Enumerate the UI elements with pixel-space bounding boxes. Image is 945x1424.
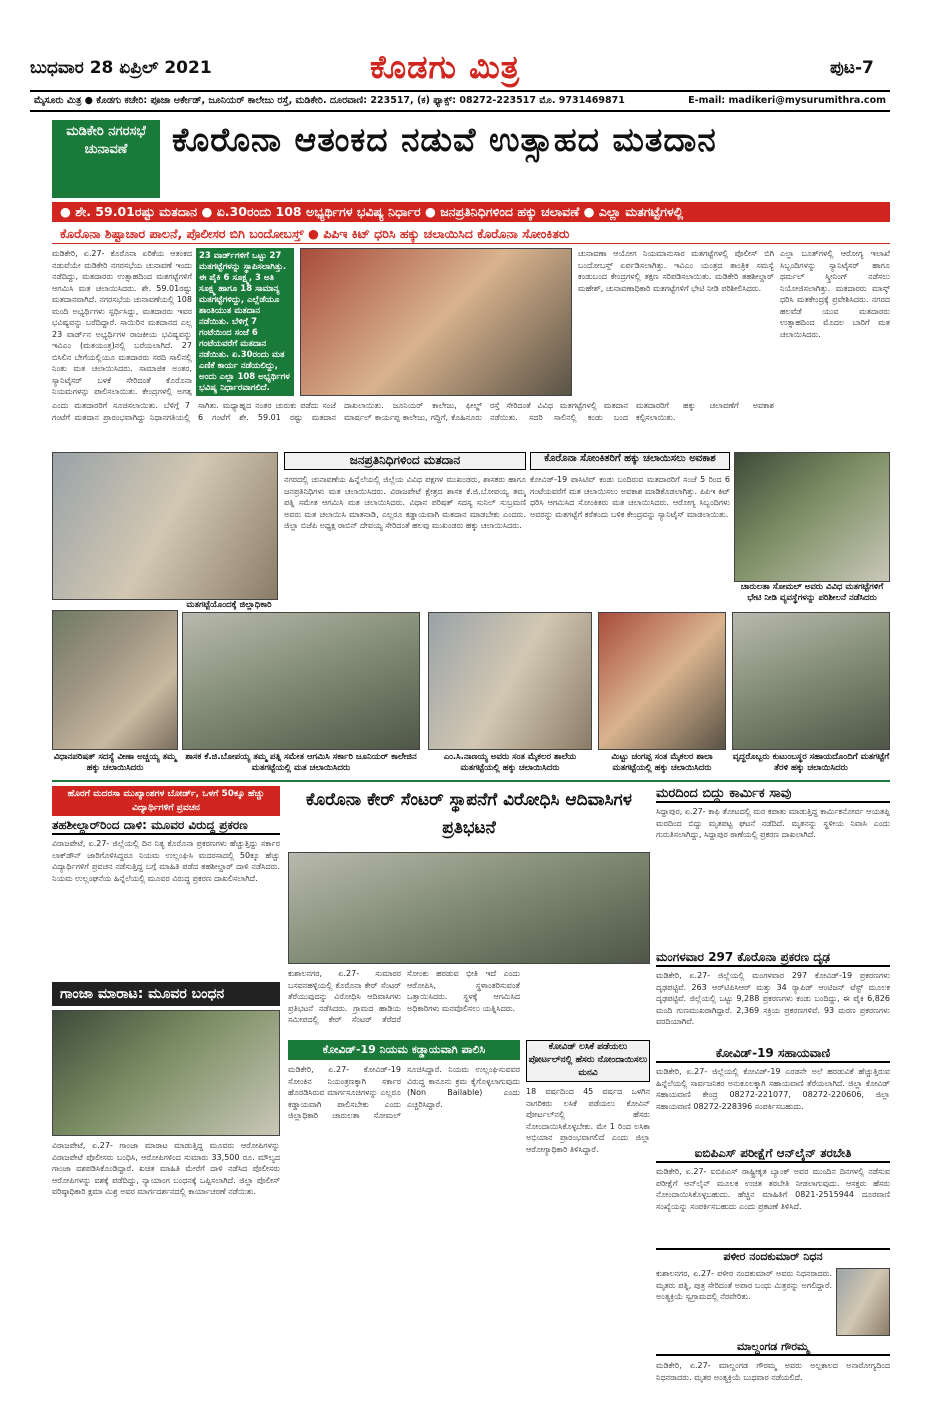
tribute-text: ಮಡಿಕೇರಿ, ಏ.27- ಮಾಲ್ದಂಗಡ ಗೌರಮ್ಮ ಅವರು ಅಲ್ಪಕಾಲದ ಅನಾರೋಗ್ಯದಿಂದ ನಿಧನರಾದರು. ಮೃತರ ಅಂತ್ಯಕ್ರಿಯೆ ಬುಧವಾರ ನಡೆಯಲಿದೆ. xyxy=(656,1361,890,1382)
tribal-headline: ಕೊರೊನಾ ಕೇರ್ ಸೆಂಟರ್ ಸ್ಥಾಪನೆಗೆ ವಿರೋಧಿಸಿ ಆದಿವಾಸಿಗಳ ಪ್ರತಿಭಟನೆ xyxy=(306,790,632,838)
tahsildar-kicker: ಹೊರಗೆ ಮದರಸಾ ಮುಖ್ಯಾಂಶಗಳ ಬೋರ್ಡ್, ಒಳಗೆ 50ಕ್ಕೂ ಹೆಚ್ಚು ವಿದ್ಯಾರ್ಥಿಗಳಿಗೆ ಪ್ರವಚನ xyxy=(52,786,280,816)
photo-bopaiah xyxy=(182,612,420,750)
ibps-text: ಮಡಿಕೇರಿ, ಏ.27- ಐಬಿಪಿಎಸ್ ರಾಷ್ಟ್ರೀಕೃತ ಬ್ಯಾಂಕ್ ಅವರ ಮುಂದಿನ ದಿನಗಳಲ್ಲಿ ನಡೆಸುವ ಪರೀಕ್ಷೆಗೆ ಆನ್‌ಲೈನ್ ಮೂಲಕ ಉಚಿತ ತರಬೇತಿ ನೀಡಲಾಗುವುದು. ಆಸಕ್ತರು ಹೆಸರು ನೋಂದಾಯಿಸಿಕೊಳ್ಳಬಹುದು. ಹೆಚ್ಚಿನ ಮಾಹಿತಿಗೆ 0821-2515944 ದೂರವಾಣಿ ಸಂಖ್ಯೆಯನ್ನು ಸಂಪರ್ಕಿಸಬಹುದು ಎಂದು ಪ್ರಕಟಣೆ ತಿಳಿಸಿದೆ. xyxy=(656,1167,890,1211)
section-label: ಮಡಿಕೇರಿ ನಗರಸಭೆ ಚುನಾವಣೆ xyxy=(52,120,160,198)
page-number: ಪುಟ-7 xyxy=(830,58,874,78)
caption-officials: ಮತಗಟ್ಟೆಯೊಂದಕ್ಕೆ ಜಿಲ್ಲಾಧಿಕಾರಿ xyxy=(180,600,278,644)
vaccine-text: 18 ವರ್ಷದಿಂದ 45 ವರ್ಷದ ಒಳಗಿನ ನಾಗರಿಕರು ಲಸಿಕೆ ಪಡೆಯಲು ಕೋವಿನ್ ಪೋರ್ಟಲ್‌ನಲ್ಲಿ ಹೆಸರು ನೋಂದಾಯಿಸಿಕೊಳ್ಳಬೇಕು. ಮೇ 1 ರಿಂದ ಲಸಿಕಾ ಅಭಿಯಾನ ಪ್ರಾರಂಭವಾಗಲಿದೆ ಎಂದು ಜಿಲ್ಲಾ ಆರೋಗ್ಯಾಧಿಕಾರಿ ತಿಳಿಸಿದ್ದಾರೆ. xyxy=(526,1087,650,1154)
photo-mittu-changappa xyxy=(598,612,726,750)
caption-1: ವಿಧಾನಪರಿಷತ್ ಸದಸ್ಯೆ ವೀಣಾ ಅಚ್ಚಯ್ಯ ತಮ್ಮ ಹಕ್ಕು ಚಲಾಯಿಸಿದರು xyxy=(52,752,178,776)
lead-headline: ಕೊರೊನಾ ಆತಂಕದ ನಡುವೆ ಉತ್ಸಾಹದ ಮತದಾನ xyxy=(172,120,717,159)
covid-voting-title: ಕೊರೊನಾ ಸೋಂಕಿತರಿಗೆ ಹಕ್ಕು ಚಲಾಯಿಸಲು ಅವಕಾಶ xyxy=(530,452,730,470)
obit-headline: ಪಳೀರ ನಂದಕುಮಾರ್ ನಿಧನ xyxy=(656,1248,890,1266)
helpline-headline: ಕೋವಿಡ್-19 ಸಹಾಯವಾಣಿ xyxy=(656,1046,890,1063)
section-divider xyxy=(52,780,890,782)
lead-column-3: ಚುನಾವಣಾ ಆಯೋಗ ನಿಯಮಾನುಸಾರ ಮತಗಟ್ಟೆಗಳಲ್ಲಿ ಪೊಲೀಸ್ ಬಿಗಿ ಬಂದೋಬಸ್ತ್ ಏರ್ಪಡಿಸಲಾಗಿತ್ತು. ಇವಿಎಂ ಯಂತ್ರದ ತಾಂತ್ರಿಕ ಸಮಸ್ಯೆ ಕಂಡುಬಂದ ಕೇಂದ್ರಗಳಲ್ಲಿ ತಕ್ಷಣ ಸರಿಪಡಿಸಲಾಯಿತು. ಮಡಿಕೇರಿ ತಹಶೀಲ್ದಾರ್ ಮಹೇಶ್, ಚುನಾವಣಾಧಿಕಾರಿ ಮತಗಟ್ಟೆಗಳಿಗೆ ಭೇಟಿ ನೀಡಿ ಪರಿಶೀಲಿಸಿದರು. xyxy=(578,249,774,293)
caption-3: ಎಂ.ಸಿ.ನಾಣಯ್ಯ ಅವರು ಸಂತ ಮೈಕಲರ ಶಾಲೆಯ ಮತಗಟ್ಟೆಯಲ್ಲಿ ಹಕ್ಕು ಚಲಾಯಿಸಿದರು xyxy=(428,752,592,776)
photo-nanaiah xyxy=(428,612,592,750)
caption-ppe: ಚಾರುಲತಾ ಸೋಮಲ್ ಅವರು ವಿವಿಧ ಮತಗಟ್ಟೆಗಳಿಗೆ ಭೇಟಿ ನೀಡಿ ವ್ಯವಸ್ಥೆಗಳನ್ನು ಪರಿಶೀಲನೆ ನಡೆಸಿದರು xyxy=(734,582,890,606)
vaccine-headline: ಕೋವಿಡ್ ಲಸಿಕೆ ಪಡೆಯಲು ಪೋರ್ಟಲ್‌ನಲ್ಲಿ ಹೆಸರು ನೋಂದಾಯಿಸಲು ಮನವಿ xyxy=(526,1040,650,1082)
tahsildar-headline: ತಹಶೀಲ್ದಾರ್‌ರಿಂದ ದಾಳಿ: ಮೂವರ ವಿರುದ್ಧ ಪ್ರಕರಣ xyxy=(52,818,280,835)
ganja-headline: ಗಾಂಜಾ ಮಾರಾಟ: ಮೂವರ ಬಂಧನ xyxy=(52,982,280,1006)
photo-tribal-protest xyxy=(288,852,650,964)
cases-text: ಮಡಿಕೇರಿ, ಏ.27- ಜಿಲ್ಲೆಯಲ್ಲಿ ಮಂಗಳವಾರ 297 ಕೋವಿಡ್-19 ಪ್ರಕರಣಗಳು ದೃಢಪಟ್ಟಿವೆ. 263 ಆರ್‌ಟಿಪಿಸಿಆರ್ ಮತ್ತು 34 ರ‍್ಯಾಪಿಡ್ ಆಂಟಿಜನ್ ಟೆಸ್ಟ್ ಮೂಲಕ ದೃಢಪಟ್ಟಿವೆ. ಜಿಲ್ಲೆಯಲ್ಲಿ ಒಟ್ಟು 9,288 ಪ್ರಕರಣಗಳು ಕಂಡು ಬಂದಿದ್ದು, ಈ ಪೈಕಿ 6,826 ಮಂದಿ ಗುಣಮುಖರಾಗಿದ್ದಾರೆ. 2,369 ಸಕ್ರಿಯ ಪ್ರಕರಣಗಳಿವೆ. 93 ಮರಣ ಪ್ರಕರಣಗಳು ವರದಿಯಾಗಿವೆ. xyxy=(656,971,890,1026)
lead-inset-box: 23 ವಾರ್ಡ್‌ಗಳಿಗೆ ಒಟ್ಟು 27 ಮತಗಟ್ಟೆಗಳನ್ನು ಸ್ಥಾಪಿಸಲಾಗಿತ್ತು. ಈ ಪೈಕಿ 6 ಸೂಕ್ಷ್ಮ, 3 ಅತಿ ಸೂಕ್ಷ್ಮ ಹಾಗೂ 18 ಸಾಮಾನ್ಯ ಮತಗಟ್ಟೆಗಳಿದ್ದು, ಎಲ್ಲೆಡೆಯೂ ಶಾಂತಿಯುತ ಮತದಾನ ನಡೆಯಿತು. ಬೆಳಿಗ್ಗೆ 7 ಗಂಟೆಯಿಂದ ಸಂಜೆ 6 ಗಂಟೆಯವರೆಗೆ ಮತದಾನ ನಡೆಯಿತು. ಏ.30ರಂದು ಮತ ಎಣಿಕೆ ಕಾರ್ಯ ನಡೆಯಲಿದ್ದು, ಅಂದು ಎಲ್ಲಾ 108 ಅಭ್ಯರ್ಥಿಗಳ ಭವಿಷ್ಯ ನಿರ್ಧಾರವಾಗಲಿದೆ. xyxy=(196,248,294,396)
reps-voting-title: ಜನಪ್ರತಿನಿಧಿಗಳಿಂದ ಮತದಾನ xyxy=(284,452,526,470)
rules-headline: ಕೋವಿಡ್-19 ನಿಯಮ ಕಡ್ಡಾಯವಾಗಿ ಪಾಲಿಸಿ xyxy=(288,1040,520,1060)
lead-subhead-2: ಕೊರೊನಾ ಶಿಷ್ಟಾಚಾರ ಪಾಲನೆ, ಪೊಲೀಸರ ಬಿಗಿ ಬಂದೋಬಸ್ತ್ ● ಪಿಪಿಇ ಕಿಟ್ ಧರಿಸಿ ಹಕ್ಕು ಚಲಾಯಿಸಿದ ಕೊರೊನಾ ಸೋಂಕಿತರು xyxy=(52,224,890,244)
worker-headline: ಮರದಿಂದ ಬಿದ್ದು ಕಾರ್ಮಿಕ ಸಾವು xyxy=(656,786,890,803)
ibps-headline: ಐಬಿಪಿಎಸ್ ಪರೀಕ್ಷೆಗೆ ಆನ್‌ಲೈನ್ ತರಬೇತಿ xyxy=(656,1146,890,1163)
email-address: E-mail: madikeri@mysurumithra.com xyxy=(688,95,886,106)
photo-elderly-voter xyxy=(732,612,890,750)
issue-date: ಬುಧವಾರ 28 ಏಪ್ರಿಲ್ 2021 xyxy=(30,58,212,78)
obit-text: ಕುಶಾಲನಗರ, ಏ.27- ಪಳೀರ ನಂದಕುಮಾರ್ ಅವರು ನಿಧನರಾದರು. ಮೃತರು ಪತ್ನಿ, ಪುತ್ರ ಸೇರಿದಂತೆ ಅಪಾರ ಬಂಧು ಮಿತ್ರರನ್ನು ಅಗಲಿದ್ದಾರೆ. ಅಂತ್ಯಕ್ರಿಯೆ ಸ್ವಗ್ರಾಮದಲ್ಲಿ ನೆರವೇರಿತು. xyxy=(656,1269,832,1301)
photo-ppe-voters xyxy=(734,452,890,582)
newspaper-logo: ಕೊಡಗು ಮಿತ್ರ xyxy=(370,48,521,86)
lead-subhead-1: ● ಶೇ. 59.01ರಷ್ಟು ಮತದಾನ ● ಏ.30ರಂದು 108 ಅಭ್ಯರ್ಥಿಗಳ ಭವಿಷ್ಯ ನಿರ್ಧಾರ ● ಜನಪ್ರತಿನಿಧಿಗಳಿಂದ ಹಕ್ಕು ಚಲಾವಣೆ ● ಎಲ್ಲಾ ಮತಗಟ್ಟೆಗಳಲ್ಲಿ xyxy=(52,202,890,222)
obit-portrait xyxy=(836,1268,890,1336)
photo-polling-booth xyxy=(52,452,278,600)
rules-text: ಮಡಿಕೇರಿ, ಏ.27- ಕೋವಿಡ್-19 ಸೋಂಕಿನ ನಿಯಂತ್ರಣಕ್ಕಾಗಿ ಸರ್ಕಾರ ಹೊರಡಿಸಿರುವ ಮಾರ್ಗಸೂಚಿಗಳನ್ನು ಎಲ್ಲರೂ ಕಡ್ಡಾಯವಾಗಿ ಪಾಲಿಸಬೇಕು ಎಂದು ಜಿಲ್ಲಾಧಿಕಾರಿ ಚಾರುಲತಾ ಸೋಮಲ್ ಸೂಚಿಸಿದ್ದಾರೆ. ನಿಯಮ ಉಲ್ಲಂಘಿಸುವವರ ವಿರುದ್ಧ ಕಾನೂನು ಕ್ರಮ ಕೈಗೊಳ್ಳಲಾಗುವುದು (Non Bailable) ಎಂದು ಎಚ್ಚರಿಸಿದ್ದಾರೆ. xyxy=(288,1065,520,1120)
photo-ganja-arrest xyxy=(52,1010,280,1136)
caption-4: ಮಿಟ್ಟು ಚಂಗಪ್ಪ ಸಂತ ಮೈಕಲರ ಶಾಲಾ ಮತಗಟ್ಟೆಯಲ್ಲಿ ಹಕ್ಕು ಚಲಾಯಿಸಿದರು xyxy=(598,752,726,776)
helpline-text: ಮಡಿಕೇರಿ, ಏ.27- ಜಿಲ್ಲೆಯಲ್ಲಿ ಕೋವಿಡ್-19 ಎರಡನೇ ಅಲೆ ಹರಡುವಿಕೆ ಹೆಚ್ಚುತ್ತಿರುವ ಹಿನ್ನೆಲೆಯಲ್ಲಿ ಸಾರ್ವಜನಿಕರ ಅನುಕೂಲಕ್ಕಾಗಿ ಸಹಾಯವಾಣಿ ತೆರೆಯಲಾಗಿದೆ. ಜಿಲ್ಲಾ ಕೋವಿಡ್ ಸಹಾಯವಾಣಿ ಕೇಂದ್ರ 08272-221077, 08272-220606, ಜಿಲ್ಲಾ ಸಹಾಯವಾಣಿ 08272-228396 ಸಂಪರ್ಕಿಸಬಹುದು. xyxy=(656,1067,890,1111)
reps-voting-text: ನಗರದಲ್ಲಿ ಚುನಾವಣೆಯ ಹಿನ್ನೆಲೆಯಲ್ಲಿ ಜಿಲ್ಲೆಯ ವಿವಿಧ ಪಕ್ಷಗಳ ಮುಖಂಡರು, ಶಾಸಕರು ಹಾಗೂ ಜನಪ್ರತಿನಿಧಿಗಳು ಮತ ಚಲಾಯಿಸಿದರು. ವಿರಾಜಪೇಟೆ ಕ್ಷೇತ್ರದ ಶಾಸಕ ಕೆ.ಜಿ.ಬೋಪಯ್ಯ ತಮ್ಮ ಪತ್ನಿ ಸಮೇತ ಆಗಮಿಸಿ ಮತ ಚಲಾಯಿಸಿದರು. ವಿಧಾನ ಪರಿಷತ್ ಸದಸ್ಯ ಸುನಿಲ್ ಸುಬ್ರಮಣಿ ಅವರು ಮತ ಚಲಾಯಿಸಿ ಮಾತನಾಡಿ, ಎಲ್ಲರೂ ಕಡ್ಡಾಯವಾಗಿ ಮತದಾನ ಮಾಡಬೇಕು ಎಂದರು. ಜಿಲ್ಲಾ ಬಿಜೆಪಿ ಅಧ್ಯಕ್ಷ ರಾಬಿನ್ ದೇವಯ್ಯ ಸೇರಿದಂತೆ ಹಲವು ಮುಖಂಡರು ಹಕ್ಕು ಚಲಾಯಿಸಿದರು. xyxy=(284,475,526,530)
lead-photo-queue xyxy=(300,248,572,396)
lead-column-1: ಮಡಿಕೇರಿ, ಏ.27- ಕೊರೊನಾ ಏರಿಕೆಯ ಆತಂಕದ ನಡುವೆಯೇ ಮಡಿಕೇರಿ ನಗರಸಭೆಯ ಚುನಾವಣೆ ಇಂದು ನಡೆದಿದ್ದು, ಮತದಾರರು ಉತ್ಸಾಹದಿಂದ ಮತಗಟ್ಟೆಗಳಿಗೆ ಆಗಮಿಸಿ ಮತ ಚಲಾಯಿಸಿದರು. ಶೇ. 59.01ರಷ್ಟು ಮತದಾನವಾಗಿದೆ. ನಗರಸಭೆಯ ಚುನಾವಣೆಯಲ್ಲಿ 108 ಮಂದಿ ಅಭ್ಯರ್ಥಿಗಳು ಸ್ಪರ್ಧಿಸಿದ್ದು, ಮತದಾರರು ಇವರ ಭವಿಷ್ಯವನ್ನು ಬರೆದಿದ್ದಾರೆ. ಸಾಯಿರಿನ ಮತದಾನದ ಎಲ್ಲ 23 ವಾರ್ಡ್‌ನ ಅಭ್ಯರ್ಥಿಗಳ ರಾಜಕೀಯ ಭವಿಷ್ಯವನ್ನು ಇವಿಎಂ (ಮತಯಂತ್ರ)ನಲ್ಲಿ ಬರೆಯಲಾಗಿದೆ. 27 ಬಿಸಿಲಿನ ಬೇಗೆಯಲ್ಲಿಯೂ ಮತದಾರರು ಸರದಿ ಸಾಲಿನಲ್ಲಿ ನಿಂತು ಮತ ಚಲಾಯಿಸಿದರು. ಸಾಮಾಜಿಕ ಅಂತರ, ಸ್ಯಾನಿಟೈಸರ್ ಬಳಕೆ ಸೇರಿದಂತೆ ಕೊರೊನಾ ನಿಯಮಗಳನ್ನು ಪಾಲಿಸಲಾಯಿತು. ಕೇಂದ್ರಗಳಲ್ಲಿ ಅಗತ್ಯ xyxy=(52,249,192,396)
tribal-text: ಕುಶಾಲನಗರ, ಏ.27- ಸುಮಾರರ ಬಸವನಹಳ್ಳಿಯಲ್ಲಿ ಕೊರೊನಾ ಕೇರ್ ಸೆಂಟರ್ ತೆರೆಯುವುದನ್ನು ವಿರೋಧಿಸಿ ಆದಿವಾಸಿಗಳು ಪ್ರತಿಭಟನೆ ನಡೆಸಿದರು. ಗ್ರಾಮದ ಹಾಡಿಯ ಸಮೀಪದಲ್ಲಿ ಕೇರ್ ಸೆಂಟರ್ ತೆರೆದರೆ ಸೋಂಕು ಹರಡುವ ಭೀತಿ ಇದೆ ಎಂದು ಆರೋಪಿಸಿ, ಸ್ಥಳಾಂತರಿಸುವಂತೆ ಒತ್ತಾಯಿಸಿದರು. ಸ್ಥಳಕ್ಕೆ ಆಗಮಿಸಿದ ಅಧಿಕಾರಿಗಳು ಮನವೊಲಿಸಲು ಯತ್ನಿಸಿದರು. xyxy=(288,969,520,1024)
caption-2: ಶಾಸಕ ಕೆ.ಜಿ.ಬೋಪಯ್ಯ ತಮ್ಮ ಪತ್ನಿ ಸಮೇತ ಆಗಮಿಸಿ ಸರ್ಕಾರಿ ಜೂನಿಯರ್ ಕಾಲೇಜಿನ ಮತಗಟ್ಟೆಯಲ್ಲಿ ಮತ ಚಲಾಯಿಸಿದರು xyxy=(182,752,420,776)
covid-voting-text: ಕೋವಿಡ್-19 ಪಾಸಿಟಿವ್ ಕಂಡು ಬಂದಿರುವ ಮತದಾರರಿಗೆ ಸಂಜೆ 5 ರಿಂದ 6 ಗಂಟೆಯವರೆಗೆ ಮತ ಚಲಾಯಿಸಲು ಅವಕಾಶ ಮಾಡಿಕೊಡಲಾಗಿತ್ತು. ಪಿಪಿಇ ಕಿಟ್ ಧರಿಸಿ ಆಗಮಿಸಿದ ಸೋಂಕಿತರು ಮತ ಚಲಾಯಿಸಿದರು. ಆರೋಗ್ಯ ಸಿಬ್ಬಂದಿಗಳು ಅವರನ್ನು ಮತಗಟ್ಟೆಗೆ ಕರೆತಂದು ಬಳಿಕ ಕೇಂದ್ರವನ್ನು ಸ್ಯಾನಿಟೈಸ್ ಮಾಡಲಾಯಿತು. xyxy=(530,475,730,519)
worker-text: ಸಿದ್ದಾಪುರ, ಏ.27- ಕಾಫಿ ತೋಟದಲ್ಲಿ ಮರ ಕಪಾತು ಮಾಡುತ್ತಿದ್ದ ಕಾರ್ಮಿಕನೋರ್ವ ಆಯತಪ್ಪಿ ಮರದಿಂದ ಬಿದ್ದು ಮೃತಪಟ್ಟ ಘಟನೆ ನಡೆದಿದೆ. ಮೃತನನ್ನು ಸ್ಥಳೀಯ ನಿವಾಸಿ ಎಂದು ಗುರುತಿಸಲಾಗಿದ್ದು, ಸಿದ್ದಾಪುರ ಠಾಣೆಯಲ್ಲಿ ಪ್ರಕರಣ ದಾಖಲಾಗಿದೆ. xyxy=(656,807,890,839)
contact-bar xyxy=(30,90,890,112)
cases-headline: ಮಂಗಳವಾರ 297 ಕೊರೊನಾ ಪ್ರಕರಣ ದೃಢ xyxy=(656,950,890,967)
tribute-headline: ಮಾಲ್ದಂಗಡ ಗೌರಮ್ಮ xyxy=(656,1340,890,1356)
photo-veena-achaiah xyxy=(52,610,178,750)
caption-5: ವೃದ್ಧರೊಬ್ಬರು ಕುಟುಂಬಸ್ಥರ ಸಹಾಯದೊಂದಿಗೆ ಮತಗಟ್ಟೆಗೆ ತೆರಳಿ ಹಕ್ಕು ಚಲಾಯಿಸಿದರು xyxy=(732,752,890,776)
lead-column-4: ಎಲ್ಲಾ ಬೂತ್‌ಗಳಲ್ಲಿ ಆರೋಗ್ಯ ಇಲಾಖೆ ಸಿಬ್ಬಂದಿಗಳನ್ನು ಸ್ಯಾನಿಟೈಸರ್ ಹಾಗೂ ಥರ್ಮಲ್ ಸ್ಕ್ರೀನಿಂಗ್ ನಡೆಸಲು ನಿಯೋಜಿಸಲಾಗಿತ್ತು. ಮತದಾರರು ಮಾಸ್ಕ್ ಧರಿಸಿ ಮತಕೇಂದ್ರಕ್ಕೆ ಪ್ರವೇಶಿಸಿದರು. ನಗರದ ಹಲವೆಡೆ ಯುವ ಮತದಾರರು ಉತ್ಸಾಹದಿಂದ ಮೊದಲ ಬಾರಿಗೆ ಮತ ಚಲಾಯಿಸಿದರು. xyxy=(780,249,890,339)
tahsildar-text: ವಿರಾಜಪೇಟೆ, ಏ.27- ಜಿಲ್ಲೆಯಲ್ಲಿ ದಿನ ನಿತ್ಯ ಕೊರೊನಾ ಪ್ರಕರಣಗಳು ಹೆಚ್ಚುತ್ತಿದ್ದು ಸರ್ಕಾರ ಲಾಕ್‌ಡೌನ್ ಜಾರಿಗೊಳಿಸಿದ್ದರೂ ನಿಯಮ ಉಲ್ಲಂಘಿಸಿ ಮದರಸಾದಲ್ಲಿ 50ಕ್ಕೂ ಹೆಚ್ಚು ವಿದ್ಯಾರ್ಥಿಗಳಿಗೆ ಪ್ರವಚನ ನಡೆಸುತ್ತಿದ್ದ ಬಗ್ಗೆ ಮಾಹಿತಿ ಪಡೆದ ತಹಶೀಲ್ದಾರ್ ದಾಳಿ ನಡೆಸಿದರು. ನಿಯಮ ಉಲ್ಲಂಘನೆಯ ಹಿನ್ನೆಲೆಯಲ್ಲಿ ಮೂವರ ವಿರುದ್ಧ ಪ್ರಕರಣ ದಾಖಲಿಸಲಾಗಿದೆ. xyxy=(52,839,280,883)
lead-continuation: ಎಂದು ಮತದಾರರಿಗೆ ಸೂಚಿಸಲಾಯಿತು. ಬೆಳಿಗ್ಗೆ 7 ಗಂಟೆಗೆ ಮತದಾನ ಪ್ರಾರಂಭವಾಗಿದ್ದು ನಿಧಾನಗತಿಯಲ್ಲಿ ಸಾಗಿತು. ಮಧ್ಯಾಹ್ನದ ನಂತರ ಚುರುಕು ಪಡೆದು ಸಂಜೆ 6 ಗಂಟೆಗೆ ಶೇ. 59.01 ರಷ್ಟು ಮತದಾನ ದಾಖಲಾಯಿತು. ಜೂನಿಯರ್ ಕಾಲೇಜು, ಫೀಲ್ಡ್ ಮಾರ್ಷಲ್ ಕಾರ್ಯಪ್ಪ ಕಾಲೇಜು, ಗದ್ದಿಗೆ, ಕೊಹಿನೂರು ರಸ್ತೆ ಸೇರಿದಂತೆ ವಿವಿಧ ಮತಗಟ್ಟೆಗಳಲ್ಲಿ ಮತದಾನ ನಡೆಯಿತು. ಸದರಿ ಸಾಲಿನಲ್ಲಿ ಕಂಡು ಬಂದ ಮತದಾರರಿಗೆ ಹಕ್ಕು ಚಲಾವಣೆಗೆ ಅವಕಾಶ ಕಲ್ಪಿಸಲಾಯಿತು. xyxy=(52,401,774,422)
contact-info: ಮೈಸೂರು ಮಿತ್ರ ● ಕೊಡಗು ಕಚೇರಿ: ಪೂಜಾ ಆರ್ಕೇಡ್, ಜೂನಿಯರ್ ಕಾಲೇಜು ರಸ್ತೆ, ಮಡಿಕೇರಿ. ದೂರವಾಣಿ: 223517, (ಕ) ಫ್ಯಾಕ್ಸ್: 08272-223517 ಮೊ. 9731469871 xyxy=(34,95,625,106)
ganja-text: ವಿರಾಜಪೇಟೆ, ಏ.27- ಗಾಂಜಾ ಮಾರಾಟ ಮಾಡುತ್ತಿದ್ದ ಮೂವರು ಆರೋಪಿಗಳನ್ನು ವಿರಾಜಪೇಟೆ ಪೊಲೀಸರು ಬಂಧಿಸಿ, ಆರೋಪಿಗಳಿಂದ ಸುಮಾರು 33,500 ರೂ. ಮೌಲ್ಯದ ಗಾಂಜಾ ವಶಪಡಿಸಿಕೊಂಡಿದ್ದಾರೆ. ಖಚಿತ ಮಾಹಿತಿ ಮೇರೆಗೆ ದಾಳಿ ನಡೆಸಿದ ಪೊಲೀಸರು ಆರೋಪಿಗಳನ್ನು ವಶಕ್ಕೆ ಪಡೆದಿದ್ದು, ನ್ಯಾಯಾಂಗ ಬಂಧನಕ್ಕೆ ಒಪ್ಪಿಸಲಾಗಿದೆ. ಜಿಲ್ಲಾ ಪೊಲೀಸ್ ವರಿಷ್ಠಾಧಿಕಾರಿ ಕ್ಷಮಾ ಮಿಶ್ರ ಅವರ ಮಾರ್ಗದರ್ಶನದಲ್ಲಿ ಕಾರ್ಯಾಚರಣೆ ನಡೆಯಿತು. xyxy=(52,1141,280,1196)
